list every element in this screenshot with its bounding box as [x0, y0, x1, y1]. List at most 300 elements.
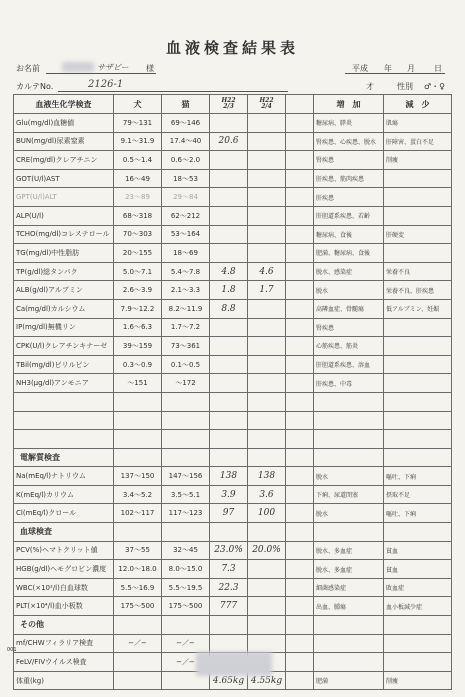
table-row — [14, 467, 452, 486]
table-row — [14, 337, 452, 356]
era-label: 平成 — [352, 64, 368, 73]
item-cell: NH3(μg/dl)アンモニア — [14, 374, 114, 393]
patient-name: サザビー — [97, 63, 129, 72]
blank-cell — [210, 430, 248, 449]
item-cell: WBC(×10²/l)白血球数 — [14, 578, 114, 597]
item-cell: FeLV/FIVウイルス検査 — [14, 653, 114, 672]
blank-cell — [286, 671, 314, 690]
decrease-note-cell — [384, 634, 452, 653]
value-date2-cell: 4.55kg — [248, 671, 286, 690]
increase-note-cell: 脱水 — [314, 467, 384, 486]
blank-cell — [162, 430, 210, 449]
blank-cell — [384, 411, 452, 430]
blank-cell — [286, 597, 314, 616]
decrease-note-cell — [384, 188, 452, 207]
item-cell: GOT(U/l)AST — [14, 169, 114, 188]
value-date1-cell: 23.0% — [210, 541, 248, 560]
blank-cell — [286, 523, 314, 542]
item-cell: TP(g/dl)総タンパク — [14, 262, 114, 281]
value-date2-cell — [248, 225, 286, 244]
table-row — [14, 504, 452, 523]
dog-ref-cell: 9.1〜31.9 — [114, 132, 162, 151]
item-cell: ALP(U/l) — [14, 206, 114, 225]
increase-note-cell: 高隣血症、骨髄瘍 — [314, 299, 384, 318]
value-date2-cell — [248, 244, 286, 263]
increase-note-cell: 心筋疾患、筋炎 — [314, 337, 384, 356]
table-row — [14, 634, 452, 653]
blank-row — [14, 392, 452, 411]
dog-ref-cell: 0.5〜1.4 — [114, 151, 162, 170]
item-cell: Glu(mg/dl)血糖値 — [14, 114, 114, 133]
cat-ref-cell: −／− — [162, 653, 210, 672]
blank-cell — [114, 616, 162, 635]
item-cell: TBil(mg/dl)ビリルビン — [14, 355, 114, 374]
value-date1-cell: 4.65kg — [210, 671, 248, 690]
table-row — [14, 578, 452, 597]
table-row — [14, 262, 452, 281]
decrease-note-cell: 肝障害、蛋白不足 — [384, 132, 452, 151]
blank-cell — [248, 448, 286, 467]
item-cell: PCV(%)ヘマトクリット値 — [14, 541, 114, 560]
blank-cell — [286, 448, 314, 467]
value-date1-cell: 138 — [210, 467, 248, 486]
decrease-note-cell: 嘔吐、下痢 — [384, 467, 452, 486]
decrease-note-cell: 肌瘍 — [384, 114, 452, 133]
item-cell: TCHO(mg/dl)コレステロール — [14, 225, 114, 244]
value-date2-cell — [248, 318, 286, 337]
chart-no-underline — [58, 91, 288, 92]
increase-note-cell: 細菌感染症 — [314, 578, 384, 597]
col-increase: 増 加 — [314, 95, 384, 114]
value-date1-cell — [210, 318, 248, 337]
blank-cell — [286, 281, 314, 300]
increase-note-cell: 肝疾患、筋肉疾患 — [314, 169, 384, 188]
section-title: 血球検査 — [14, 523, 114, 542]
table-row — [14, 206, 452, 225]
section-row — [14, 523, 452, 542]
increase-note-cell: 脱水 — [314, 281, 384, 300]
blank-cell — [286, 262, 314, 281]
increase-note-cell: 脱水 — [314, 504, 384, 523]
value-date2-cell — [248, 337, 286, 356]
blank-cell — [314, 448, 384, 467]
value-date2-cell — [248, 299, 286, 318]
cat-ref-cell: 117〜123 — [162, 504, 210, 523]
blank-cell — [248, 616, 286, 635]
value-date1-cell — [210, 355, 248, 374]
cat-ref-cell: 5.4〜7.8 — [162, 262, 210, 281]
decrease-note-cell: 削痩 — [384, 151, 452, 170]
table-row — [14, 188, 452, 207]
cat-ref-cell: 8.0〜15.0 — [162, 560, 210, 579]
increase-note-cell: 肝疾患、中毒 — [314, 374, 384, 393]
dog-ref-cell: 102〜117 — [114, 504, 162, 523]
col-decrease: 減 少 — [384, 95, 452, 114]
dog-ref-cell: 5.0〜7.1 — [114, 262, 162, 281]
value-date2-cell — [248, 132, 286, 151]
day-label: 日 — [434, 64, 442, 73]
table-row — [14, 151, 452, 170]
increase-note-cell: 腎疾患 — [314, 151, 384, 170]
dog-ref-cell: 20〜155 — [114, 244, 162, 263]
name-label: お名前 — [16, 64, 40, 73]
blank-cell — [286, 430, 314, 449]
blank-cell — [162, 411, 210, 430]
blank-row — [14, 430, 452, 449]
increase-note-cell: 肝胆道系疾患、溶血 — [314, 355, 384, 374]
value-date2-cell — [248, 151, 286, 170]
value-date1-cell: 20.6 — [210, 132, 248, 151]
decrease-note-cell — [384, 169, 452, 188]
blank-cell — [114, 430, 162, 449]
blank-cell — [314, 616, 384, 635]
table-row — [14, 244, 452, 263]
table-row — [14, 597, 452, 616]
section-row — [14, 616, 452, 635]
footer-code: 001 — [7, 647, 17, 653]
value-date1-cell — [210, 634, 248, 653]
dog-ref-cell: 175〜500 — [114, 597, 162, 616]
value-date1-cell — [210, 225, 248, 244]
value-date2-cell: 4.6 — [248, 262, 286, 281]
increase-note-cell: 肥満 — [314, 671, 384, 690]
blank-cell — [286, 151, 314, 170]
table-row — [14, 225, 452, 244]
blank-cell — [314, 411, 384, 430]
section-title: 電解質検査 — [14, 448, 114, 467]
blank-cell — [286, 169, 314, 188]
decrease-note-cell: 低アルブミン、妊娠 — [384, 299, 452, 318]
redacted-name — [62, 62, 94, 72]
blank-cell — [286, 560, 314, 579]
cat-ref-cell: −／− — [162, 634, 210, 653]
honorific: 様 — [146, 64, 154, 73]
blank-cell — [210, 616, 248, 635]
col-date2: H22 2/4 — [248, 95, 286, 114]
cat-ref-cell: 18〜53 — [162, 169, 210, 188]
dog-ref-cell: 0.3〜0.9 — [114, 355, 162, 374]
value-date1-cell — [210, 151, 248, 170]
blood-test-table — [13, 94, 452, 690]
increase-note-cell — [314, 653, 384, 672]
decrease-note-cell — [384, 244, 452, 263]
blank-cell — [286, 244, 314, 263]
cat-ref-cell: 53〜164 — [162, 225, 210, 244]
value-date2-cell: 20.0% — [248, 541, 286, 560]
blank-cell — [286, 337, 314, 356]
blank-cell — [286, 485, 314, 504]
value-date1-cell — [210, 188, 248, 207]
cat-ref-cell: 69〜146 — [162, 114, 210, 133]
blank-cell — [114, 392, 162, 411]
increase-note-cell: 肝疾患 — [314, 188, 384, 207]
value-date2-cell: 1.7 — [248, 281, 286, 300]
col-dog: 犬 — [114, 95, 162, 114]
col-cat: 猫 — [162, 95, 210, 114]
age-unit: 才 — [366, 82, 374, 91]
cat-ref-cell: 147〜156 — [162, 467, 210, 486]
cat-ref-cell: 〜172 — [162, 374, 210, 393]
blank-cell — [162, 523, 210, 542]
table-row — [14, 132, 452, 151]
col-item: 血液生化学検査 — [14, 95, 114, 114]
dog-ref-cell: 12.0〜18.0 — [114, 560, 162, 579]
increase-note-cell: 脱水、多血症 — [314, 560, 384, 579]
dog-ref-cell: −／− — [114, 634, 162, 653]
item-cell: TG(mg/dl)中性脂肪 — [14, 244, 114, 263]
value-date2-cell: 138 — [248, 467, 286, 486]
blank-cell — [286, 299, 314, 318]
increase-note-cell: 出血、腫瘍 — [314, 597, 384, 616]
decrease-note-cell — [384, 206, 452, 225]
decrease-note-cell: 栄養不良、肝疾患 — [384, 281, 452, 300]
dog-ref-cell: 7.9〜12.2 — [114, 299, 162, 318]
item-cell: PLT(×10⁴/l)血小板数 — [14, 597, 114, 616]
blank-cell — [286, 188, 314, 207]
increase-note-cell: 肝胆道系疾患、若齢 — [314, 206, 384, 225]
blank-cell — [14, 411, 114, 430]
cat-ref-cell: 175〜500 — [162, 597, 210, 616]
value-date1-cell: 22.3 — [210, 578, 248, 597]
table-row — [14, 281, 452, 300]
blank-cell — [384, 430, 452, 449]
value-date1-cell: 97 — [210, 504, 248, 523]
item-cell: ALB(g/dl)アルブミン — [14, 281, 114, 300]
chart-no-value: 2126-1 — [88, 79, 124, 90]
blank-cell — [384, 523, 452, 542]
redacted-footer — [196, 652, 272, 676]
dog-ref-cell: 79〜131 — [114, 114, 162, 133]
blank-cell — [286, 132, 314, 151]
item-cell: Ca(mg/dl)カルシウム — [14, 299, 114, 318]
value-date2-cell — [248, 578, 286, 597]
blank-cell — [314, 523, 384, 542]
blank-cell — [114, 448, 162, 467]
decrease-note-cell — [384, 337, 452, 356]
value-date1-cell: 1.8 — [210, 281, 248, 300]
dog-ref-cell: 2.6〜3.9 — [114, 281, 162, 300]
chart-no-label: カルテNo. — [16, 82, 54, 91]
report-title: 血液検査結果表 — [165, 39, 299, 57]
item-cell: K(mEq/l)カリウム — [14, 485, 114, 504]
decrease-note-cell — [384, 355, 452, 374]
value-date1-cell: 777 — [210, 597, 248, 616]
blank-cell — [162, 392, 210, 411]
value-date1-cell: 7.3 — [210, 560, 248, 579]
value-date2-cell — [248, 597, 286, 616]
item-cell: CPK(U/l)クレアチンキナーゼ — [14, 337, 114, 356]
blank-cell — [14, 392, 114, 411]
table-row — [14, 114, 452, 133]
decrease-note-cell: 摂取不足 — [384, 485, 452, 504]
dog-ref-cell: 70〜303 — [114, 225, 162, 244]
blank-cell — [286, 634, 314, 653]
dog-ref-cell: 37〜55 — [114, 541, 162, 560]
decrease-note-cell: 栄養不良 — [384, 262, 452, 281]
cat-ref-cell: 3.5〜5.1 — [162, 485, 210, 504]
increase-note-cell: 腎疾患、心疾患、脱水 — [314, 132, 384, 151]
blank-cell — [162, 448, 210, 467]
item-cell: mf/CHWフィラリア検査 — [14, 634, 114, 653]
increase-note-cell: 脱水、多血症 — [314, 541, 384, 560]
blank-cell — [286, 504, 314, 523]
table-row — [14, 485, 452, 504]
blank-cell — [286, 206, 314, 225]
blank-cell — [14, 430, 114, 449]
value-date2-cell — [248, 634, 286, 653]
dog-ref-cell: 1.6〜6.3 — [114, 318, 162, 337]
value-date1-cell — [210, 114, 248, 133]
table-row — [14, 355, 452, 374]
increase-note-cell: 腎疾患 — [314, 318, 384, 337]
cat-ref-cell: 5.5〜19.5 — [162, 578, 210, 597]
blank-cell — [314, 392, 384, 411]
cat-ref-cell: 2.1〜3.3 — [162, 281, 210, 300]
cat-ref-cell: 17.4〜40 — [162, 132, 210, 151]
dog-ref-cell — [114, 671, 162, 690]
blank-cell — [248, 430, 286, 449]
cat-ref-cell: 62〜212 — [162, 206, 210, 225]
dog-ref-cell: 〜151 — [114, 374, 162, 393]
decrease-note-cell: 敗血症 — [384, 578, 452, 597]
blank-cell — [114, 523, 162, 542]
decrease-note-cell: 嘔吐、下痢 — [384, 504, 452, 523]
value-date2-cell — [248, 188, 286, 207]
blank-cell — [286, 114, 314, 133]
blank-cell — [286, 578, 314, 597]
item-cell: Na(mEq/l)ナトリウム — [14, 467, 114, 486]
col-blank — [286, 95, 314, 114]
cat-ref-cell: 0.6〜2.0 — [162, 151, 210, 170]
value-date2-cell — [248, 206, 286, 225]
item-cell: HGB(g/dl)ヘモグロビン濃度 — [14, 560, 114, 579]
value-date2-cell — [248, 355, 286, 374]
cat-ref-cell: 1.7〜7.2 — [162, 318, 210, 337]
name-underline — [46, 73, 156, 74]
value-date2-cell: 100 — [248, 504, 286, 523]
cat-ref-cell: 32〜45 — [162, 541, 210, 560]
increase-note-cell: 下痢、尿道閉塞 — [314, 485, 384, 504]
item-cell: GPT(U/l)ALT — [14, 188, 114, 207]
table-row — [14, 560, 452, 579]
dog-ref-cell — [114, 653, 162, 672]
value-date1-cell: 4.8 — [210, 262, 248, 281]
item-cell: IP(mg/dl)無機リン — [14, 318, 114, 337]
value-date2-cell: 3.6 — [248, 485, 286, 504]
value-date2-cell — [248, 560, 286, 579]
dog-ref-cell: 3.4〜5.2 — [114, 485, 162, 504]
date-underline — [345, 73, 445, 74]
cat-ref-cell: 8.2〜11.9 — [162, 299, 210, 318]
value-date2-cell — [248, 169, 286, 188]
value-date1-cell — [210, 206, 248, 225]
increase-note-cell: 糖尿病、膵炎 — [314, 114, 384, 133]
table-row — [14, 374, 452, 393]
item-cell: Cl(mEq/l)クロール — [14, 504, 114, 523]
table-row — [14, 299, 452, 318]
increase-note-cell: 糖尿病、食後 — [314, 225, 384, 244]
value-date1-cell — [210, 337, 248, 356]
blank-cell — [384, 392, 452, 411]
decrease-note-cell — [384, 318, 452, 337]
value-date1-cell — [210, 374, 248, 393]
month-label: 月 — [407, 64, 415, 73]
cat-ref-cell: 29〜84 — [162, 188, 210, 207]
increase-note-cell: 脱水、感染症 — [314, 262, 384, 281]
decrease-note-cell: 削痩 — [384, 671, 452, 690]
value-date1-cell: 8.8 — [210, 299, 248, 318]
col-date1: H22 2/3 — [210, 95, 248, 114]
blank-cell — [286, 374, 314, 393]
decrease-note-cell — [384, 374, 452, 393]
table-row — [14, 169, 452, 188]
blank-cell — [248, 523, 286, 542]
year-label: 年 — [384, 64, 392, 73]
value-date1-cell: 3.9 — [210, 485, 248, 504]
dog-ref-cell: 16〜49 — [114, 169, 162, 188]
sex-label: 性別 — [397, 82, 413, 91]
blank-cell — [286, 225, 314, 244]
blank-cell — [248, 411, 286, 430]
decrease-note-cell: 肝硬変 — [384, 225, 452, 244]
dog-ref-cell: 5.5〜16.9 — [114, 578, 162, 597]
blank-cell — [286, 318, 314, 337]
blank-cell — [162, 616, 210, 635]
blank-cell — [210, 411, 248, 430]
item-cell: CRE(mg/dl)クレアチニン — [14, 151, 114, 170]
blank-cell — [286, 392, 314, 411]
cat-ref-cell: 73〜361 — [162, 337, 210, 356]
blank-cell — [210, 523, 248, 542]
increase-note-cell — [314, 634, 384, 653]
section-title: その他 — [14, 616, 114, 635]
increase-note-cell: 肥満、糖尿病、食後 — [314, 244, 384, 263]
value-date1-cell — [210, 244, 248, 263]
item-cell: 体重(kg) — [14, 671, 114, 690]
cat-ref-cell: 0.1〜0.5 — [162, 355, 210, 374]
dog-ref-cell: 68〜318 — [114, 206, 162, 225]
value-date1-cell — [210, 169, 248, 188]
blank-row — [14, 411, 452, 430]
blank-cell — [384, 616, 452, 635]
blank-cell — [286, 541, 314, 560]
header-row — [14, 95, 452, 114]
decrease-note-cell: 血小板減少症 — [384, 597, 452, 616]
blank-cell — [210, 392, 248, 411]
blank-cell — [286, 467, 314, 486]
table-row — [14, 541, 452, 560]
item-cell: BUN(mg/dl)尿素窒素 — [14, 132, 114, 151]
blank-cell — [248, 392, 286, 411]
decrease-note-cell: 貧血 — [384, 541, 452, 560]
dog-ref-cell: 23〜89 — [114, 188, 162, 207]
blank-cell — [384, 448, 452, 467]
blank-cell — [286, 616, 314, 635]
blank-cell — [286, 653, 314, 672]
value-date2-cell — [248, 114, 286, 133]
sex-symbols: ♂・♀ — [424, 82, 446, 91]
cat-ref-cell: 18〜69 — [162, 244, 210, 263]
blank-cell — [210, 448, 248, 467]
dog-ref-cell: 137〜150 — [114, 467, 162, 486]
dog-ref-cell: 39〜159 — [114, 337, 162, 356]
decrease-note-cell — [384, 653, 452, 672]
section-row — [14, 448, 452, 467]
value-date2-cell — [248, 374, 286, 393]
blank-cell — [286, 355, 314, 374]
table-row — [14, 318, 452, 337]
blank-cell — [314, 430, 384, 449]
